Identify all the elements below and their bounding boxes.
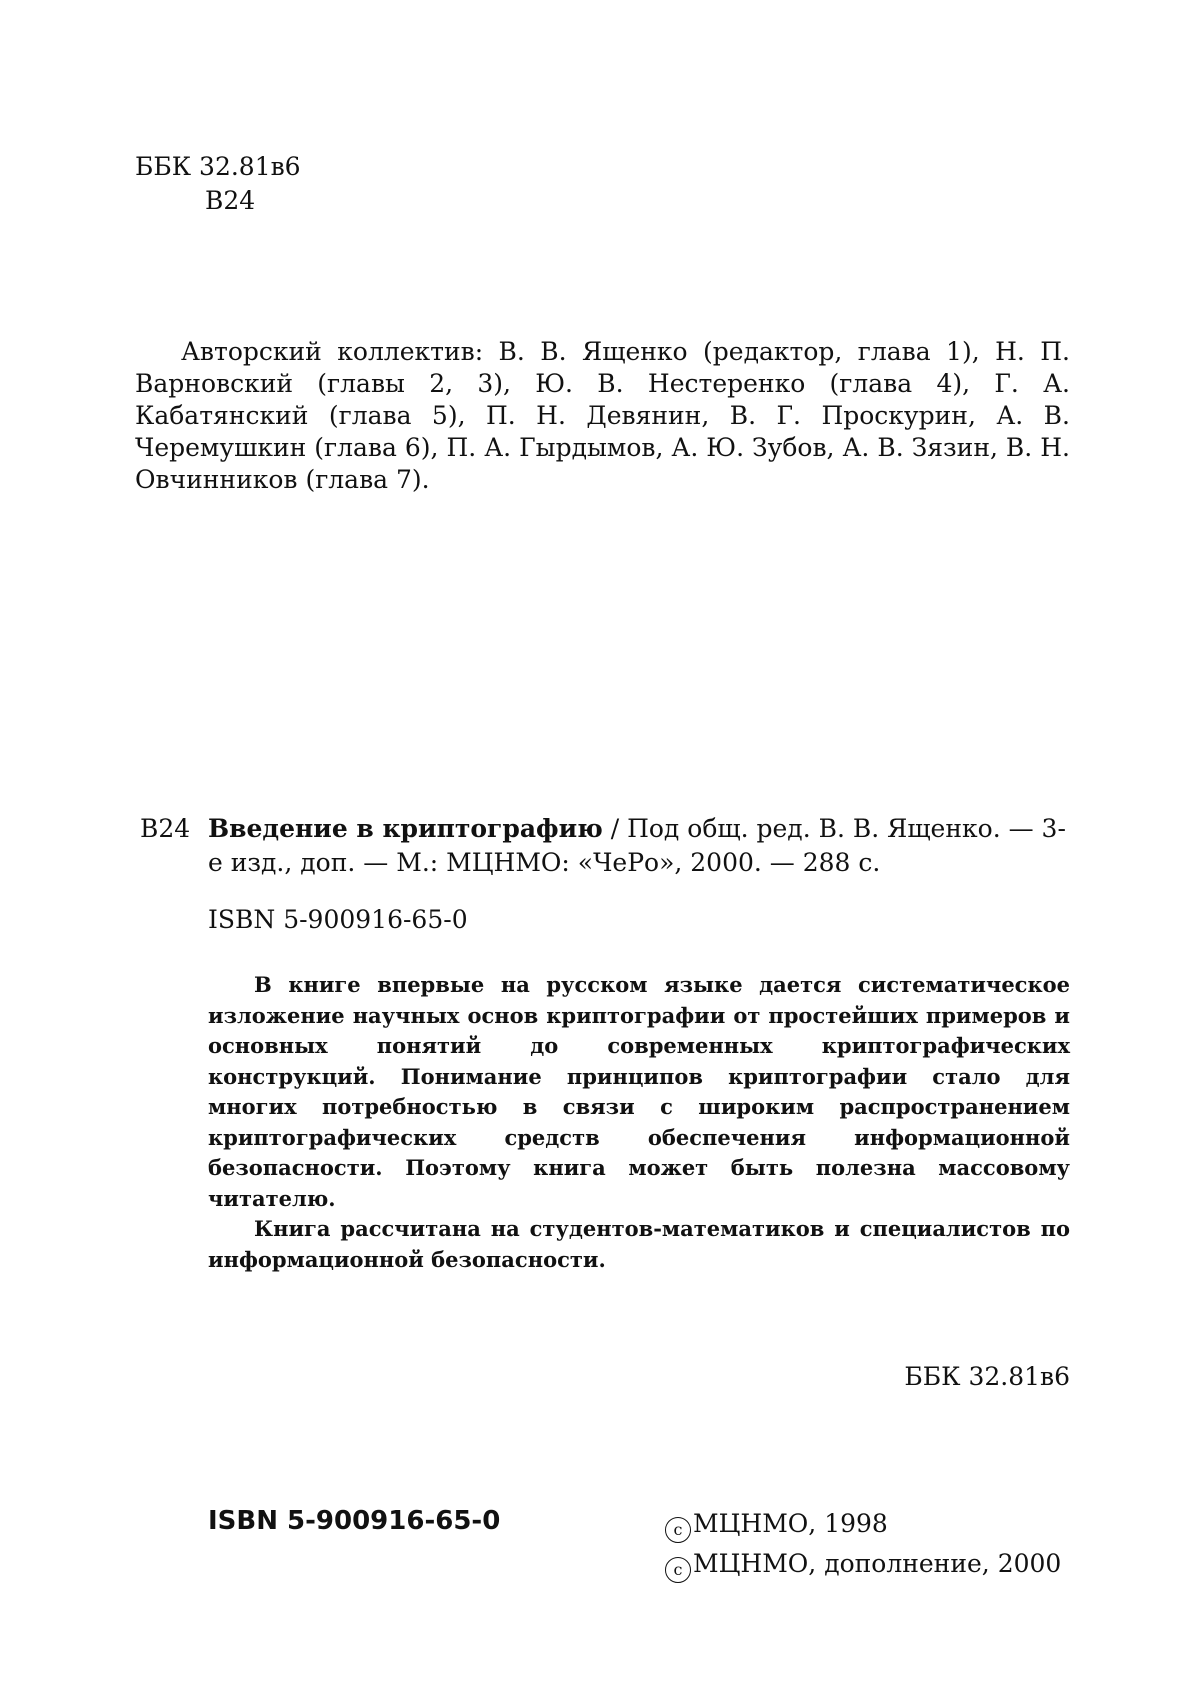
copyright-block [665,1504,1061,1584]
bibliographic-entry [140,812,1070,880]
bbk-code-top: ББК 32.81в6 [135,152,301,181]
copyright-text: МЦНМО, дополнение, 2000 [693,1549,1062,1578]
copyright-icon: c [665,1557,691,1583]
annotation-paragraph: Книга рассчитана на студентов-математиков и специалистов по информационной безопасности. [208,1216,1070,1272]
annotation [208,970,1070,1275]
annotation-paragraph: В книге впервые на русском языке дается систематическое изложение научных основ криптографии от простейших примеров и основных понятий до современных криптографических конструкций. Понимание принципов криптографии стало для многих потребностью в связи с широким распространением криптографических средств обеспечения информационной безопасности. Поэтому книга может быть полезна массовому читателю. [208,972,1070,1211]
bibliographic-code: В24 [140,814,191,843]
book-title: Введение в криптографию [208,814,603,843]
authors-paragraph: Авторский коллектив: В. В. Ященко (редактор, глава 1), Н. П. Варновский (главы 2, 3), Ю. В. Нестеренко (глава 4), Г. А. Кабатянский (глава 5), П. Н. Девянин, В. Г. Проскурин, А. В. Черемушкин (глава 6), П. А. Гырдымов, А. Ю. Зубов, А. В. Зязин, В. Н. Овчинников (глава 7). [135,337,1070,494]
isbn-line: ISBN 5-900916-65-0 [208,905,468,934]
isbn-footer: ISBN 5-900916-65-0 [208,1506,501,1536]
copyright-text: МЦНМО, 1998 [693,1509,888,1538]
bibliographic-description [208,812,1070,880]
copyright-icon: c [665,1517,691,1543]
copyright-line [665,1504,1061,1544]
author-index-top: В24 [205,186,256,215]
copyright-line [665,1544,1061,1584]
publication-details: / Под общ. ред. В. В. Ященко. — 3-е изд., доп. — М.: МЦНМО: «ЧеРо», 2000. — 288 с. [208,814,1066,877]
bbk-code-bottom: ББК 32.81в6 [904,1362,1070,1391]
top-classification [135,150,301,218]
